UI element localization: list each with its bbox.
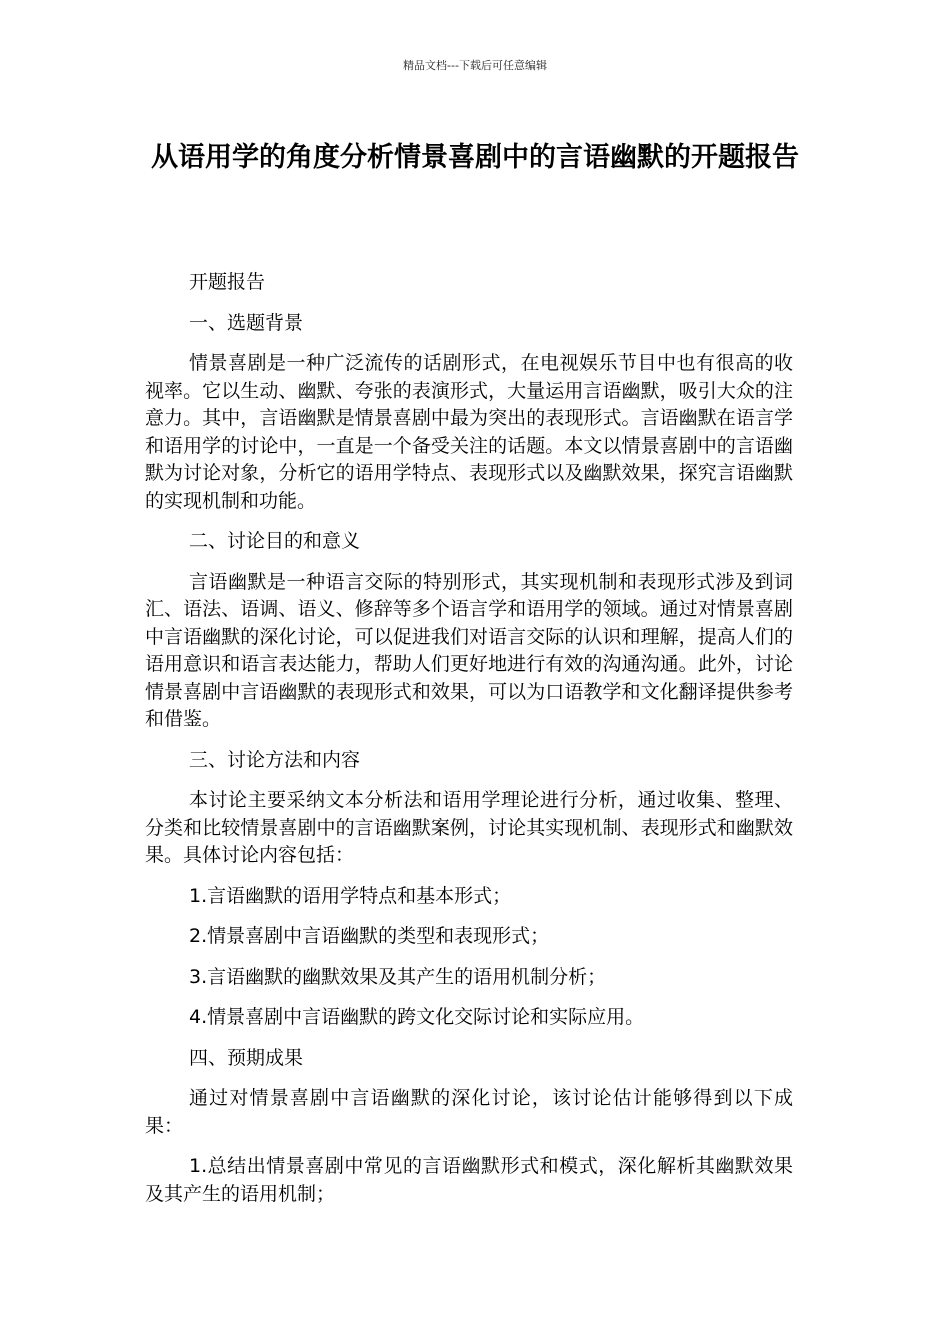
document-title: 从语用学的角度分析情景喜剧中的言语幽默的开题报告 xyxy=(151,142,799,173)
page-header: 精品文档---下载后可任意编辑 xyxy=(403,59,547,72)
paragraph-results: 通过对情景喜剧中言语幽默的深化讨论，该讨论估计能够得到以下成果： xyxy=(145,1087,793,1137)
heading-opening-report: 开题报告 xyxy=(189,271,266,293)
paragraph-purpose: 言语幽默是一种语言交际的特别形式，其实现机制和表现形式涉及到词汇、语法、语调、语义、修辞等多个语言学和语用学的领域。通过对情景喜剧中言语幽默的深化讨论，可以促进我们对语言交际的认识和理解，提高人们的语用意识和语言表达能力，帮助人们更好地进行有效的沟通沟通。此外，讨论情景喜剧中言语幽默的表现形式和效果，可以为口语教学和文化翻译提供参考和借鉴。 xyxy=(145,570,793,730)
list-item: 4.情景喜剧中言语幽默的跨文化交际讨论和实际应用。 xyxy=(189,1006,645,1028)
list-item: 3.言语幽默的幽默效果及其产生的语用机制分析； xyxy=(189,965,607,988)
document-body xyxy=(145,269,793,1221)
section-heading-method: 三、讨论方法和内容 xyxy=(189,748,361,771)
paragraph-background: 情景喜剧是一种广泛流传的话剧形式，在电视娱乐节目中也有很高的收视率。它以生动、幽默、夸张的表演形式，大量运用言语幽默，吸引大众的注意力。其中，言语幽默是情景喜剧中最为突出的表现形式。言语幽默在语言学和语用学的讨论中，一直是一个备受关注的话题。本文以情景喜剧中的言语幽默为讨论对象，分析它的语用学特点、表现形式以及幽默效果，探究言语幽默的实现机制和功能。 xyxy=(145,352,793,512)
section-heading-background: 一、选题背景 xyxy=(189,311,304,334)
section-heading-purpose: 二、讨论目的和意义 xyxy=(189,530,361,552)
section-heading-results: 四、预期成果 xyxy=(189,1046,304,1069)
paragraph-method: 本讨论主要采纳文本分析法和语用学理论进行分析，通过收集、整理、分类和比较情景喜剧中的言语幽默案例，讨论其实现机制、表现形式和幽默效果。具体讨论内容包括： xyxy=(145,789,793,866)
list-item: 1.言语幽默的语用学特点和基本形式； xyxy=(189,884,512,907)
list-item: 2.情景喜剧中言语幽默的类型和表现形式； xyxy=(189,925,550,947)
list-item: 1.总结出情景喜剧中常见的言语幽默形式和模式，深化解析其幽默效果及其产生的语用机制； xyxy=(145,1155,793,1205)
